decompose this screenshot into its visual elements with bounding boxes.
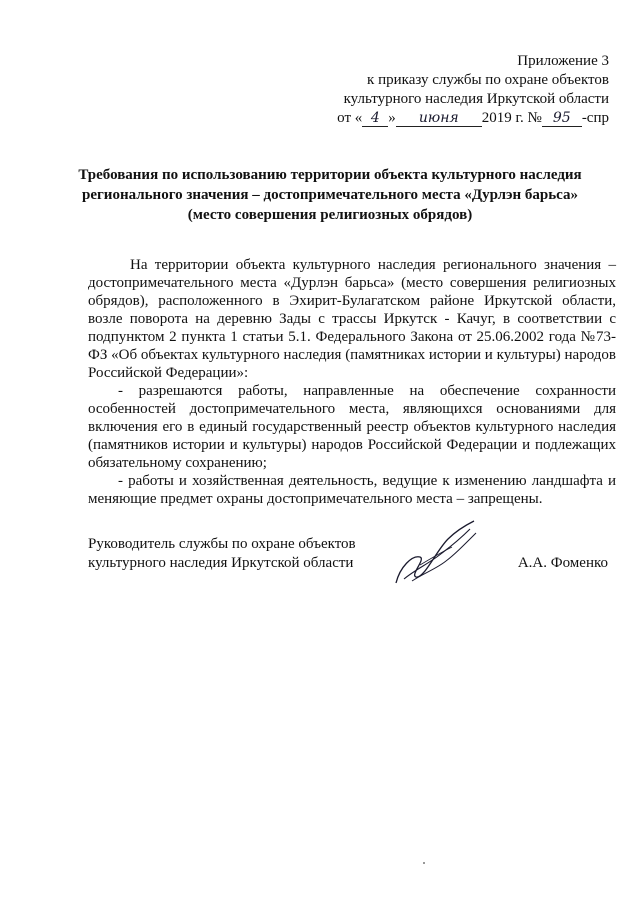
- signatory-name: А.А. Фоменко: [517, 555, 608, 571]
- title-line-2: регионального значения – достопримечательного места «Дурлэн барьса»: [81, 187, 579, 203]
- handwritten-day: 4: [362, 110, 388, 127]
- appendix-header: [279, 52, 609, 128]
- handwritten-number: 95: [542, 110, 582, 127]
- appendix-label: Приложение 3: [517, 53, 609, 69]
- document-body: [88, 256, 616, 508]
- prohibited-works-item: - работы и хозяйственная деятельность, ведущие к изменению ландшафта и меняющие предмет охраны достопримечательного места – запрещены.: [88, 473, 616, 507]
- order-reference: к приказу службы по охране объектов: [367, 72, 609, 88]
- signatory-position: [88, 535, 356, 573]
- intro-paragraph: На территории объекта культурного наследия регионального значения – достопримечательного места «Дурлэн барьса» (место совершения религиозных обрядов), расположенного в Эхирит-Булагатском районе Иркутской области, возле поворота на деревню Зады с трассы Иркутск - Качуг, в соответствии с подпунктом 2 пункта 1 статьи 5.1. Федерального Закона от 25.06.2002 года №73-ФЗ «Об объектах культурного наследия (памятниках истории и культуры) народов Российской Федерации»:: [88, 257, 616, 381]
- scan-speck: [423, 862, 425, 864]
- position-line-1: Руководитель службы по охране объектов: [88, 536, 356, 552]
- order-date-number: [279, 109, 609, 128]
- year-text: 2019 г. №: [481, 110, 542, 126]
- handwritten-signature: [390, 517, 480, 589]
- signature-block: [88, 535, 620, 605]
- document-title: [60, 165, 600, 225]
- date-mid: »: [388, 110, 396, 126]
- date-prefix: от «: [337, 110, 363, 126]
- handwritten-month: июня: [396, 110, 482, 127]
- order-issuer: культурного наследия Иркутской области: [343, 91, 609, 107]
- title-line-1: Требования по использованию территории объекта культурного наследия: [78, 167, 582, 183]
- number-suffix: -спр: [581, 110, 609, 126]
- permitted-works-item: - разрешаются работы, направленные на обеспечение сохранности особенностей достопримечательного места, являющихся основаниями для включения его в единый государственный реестр объектов культурного наследия (памятников истории и культуры) народов Российской Федерации и подлежащих обязательному сохранению;: [88, 383, 616, 471]
- title-line-3: (место совершения религиозных обрядов): [187, 207, 473, 223]
- position-line-2: культурного наследия Иркутской области: [88, 555, 354, 571]
